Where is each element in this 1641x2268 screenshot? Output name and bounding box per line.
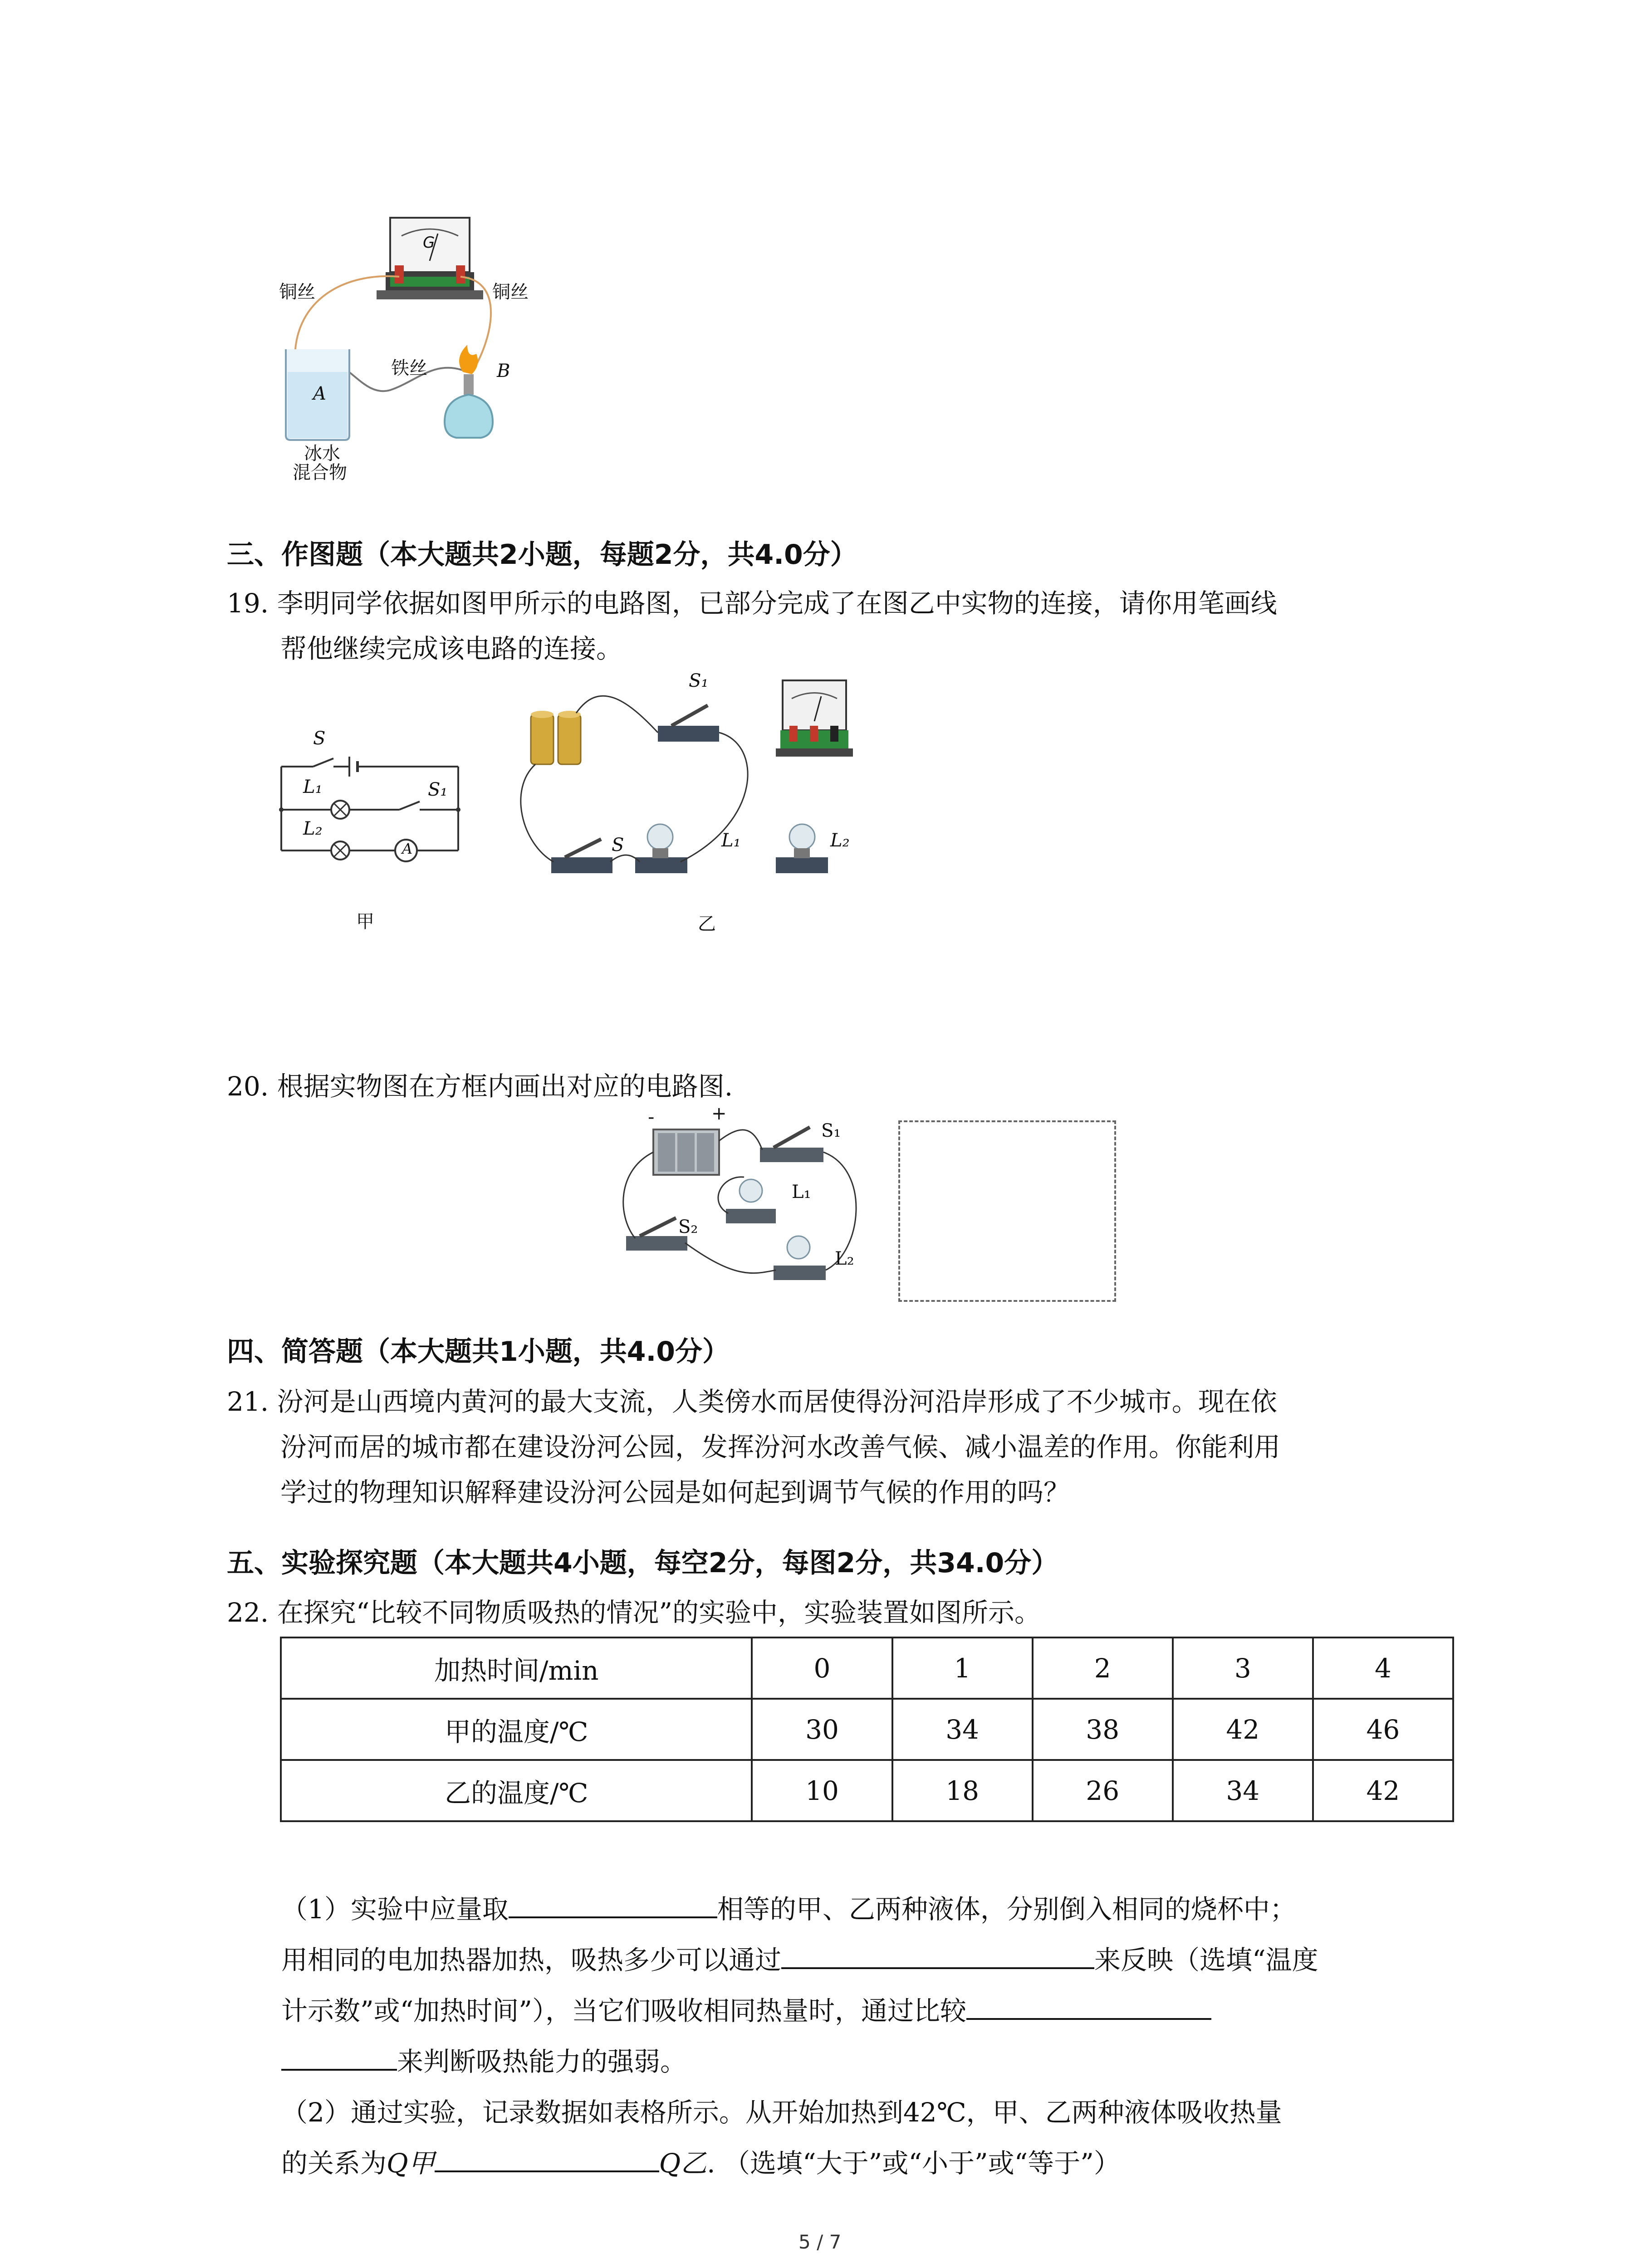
- ice-water-label-line1: 冰水: [304, 443, 340, 464]
- q20-lamp-l1-label: L₁: [792, 1182, 811, 1202]
- galvanometer-letter: G: [423, 234, 435, 252]
- question-22-intro: [227, 1590, 1041, 1635]
- diagram-jia-switch-s1: S₁: [428, 779, 448, 800]
- part1-text-b: 相等的甲、乙两种液体，分别倒入相同的烧杯中；: [717, 1894, 1296, 1925]
- iron-wire-label: 铁丝: [391, 358, 427, 379]
- q20-switch-s2-label: S₂: [678, 1217, 698, 1237]
- figure-yi-switch-s1: S₁: [689, 670, 709, 691]
- part1-text-d: 来反映（选填“温度: [1094, 1945, 1318, 1975]
- question-21-line1: 汾河是山西境内黄河的最大支流，人类傍水而居使得汾河沿岸形成了不少城市。现在依: [277, 1386, 1277, 1417]
- physical-circuit-yi: [508, 671, 880, 894]
- table-row: [281, 1760, 1453, 1821]
- question-19: [227, 581, 1277, 671]
- q20-switch-s1-label: S₁: [821, 1120, 841, 1141]
- question-19-line2: 帮他继续完成该电路的连接。: [280, 633, 623, 664]
- thermocouple-figure: [254, 209, 572, 490]
- table-cell: 18: [892, 1760, 1033, 1821]
- table-row: [281, 1699, 1453, 1760]
- q20-minus-label: -: [648, 1107, 655, 1128]
- diagram-jia-lamp-l2: L₂: [303, 818, 323, 839]
- switch-s1-icon: [760, 1127, 823, 1162]
- table-cell: 30: [752, 1699, 892, 1760]
- blank-2[interactable]: [781, 1937, 1094, 1969]
- table-cell: 2: [1033, 1637, 1173, 1699]
- diagram-jia-ammeter: A: [402, 840, 413, 857]
- ammeter-icon: [776, 680, 853, 757]
- question-21-line3: 学过的物理知识解释建设汾河公园是如何起到调节气候的作用的吗？: [280, 1477, 1070, 1508]
- question-20-number: 20.: [227, 1071, 269, 1102]
- diagram-jia-switch-s: S: [313, 728, 326, 749]
- question-20: [227, 1064, 733, 1109]
- part2-text-a: （2）通过实验，记录数据如表格所示。从开始加热到42℃，甲、乙两种液体吸收热量: [281, 2097, 1282, 2128]
- section-3-heading: 三、作图题（本大题共2小题，每题2分，共4.0分）: [227, 539, 857, 571]
- table-row-label: 乙的温度/℃: [281, 1760, 752, 1821]
- table-cell: 0: [752, 1637, 892, 1699]
- battery-pack-icon: [653, 1129, 719, 1175]
- table-cell: 26: [1033, 1760, 1173, 1821]
- q20-lamp-l2-label: L₂: [835, 1248, 854, 1269]
- ice-water-label-line2: 混合物: [293, 462, 347, 483]
- switch-s-icon: [551, 839, 612, 873]
- figure-yi-caption: 乙: [698, 914, 716, 934]
- table-header-label: 加热时间/min: [281, 1637, 752, 1699]
- alcohol-lamp-icon: [445, 345, 493, 438]
- figure-yi-lamp-l1: L₁: [721, 830, 741, 851]
- question-19-number: 19.: [227, 588, 269, 619]
- table-cell: 46: [1313, 1699, 1453, 1760]
- question-21: [227, 1379, 1280, 1515]
- page-number: 5 / 7: [798, 2231, 842, 2253]
- table-cell: 3: [1173, 1637, 1313, 1699]
- galvanometer-icon: [377, 218, 483, 299]
- part1-text-c: 用相同的电加热器加热，吸热多少可以通过: [281, 1945, 782, 1975]
- question-21-number: 21.: [227, 1386, 269, 1417]
- lamp-l2-icon: [776, 824, 828, 873]
- switch-s1-icon: [658, 705, 719, 742]
- lamp-l2-icon: [774, 1236, 826, 1280]
- blank-1[interactable]: [509, 1887, 717, 1918]
- figure-yi-switch-s: S: [612, 835, 624, 855]
- table-cell: 1: [892, 1637, 1033, 1699]
- part1-text-e: 计示数”或“加热时间”），当它们吸收相同热量时，通过比较: [281, 1995, 966, 2026]
- question-22-number: 22.: [227, 1597, 269, 1628]
- table-cell: 4: [1313, 1637, 1453, 1699]
- lamp-l1-icon: [635, 824, 687, 873]
- part1-text-a: （1）实验中应量取: [281, 1894, 509, 1925]
- junction-b-label: B: [497, 361, 510, 381]
- temperature-table: [280, 1637, 1454, 1822]
- copper-wire-left-label: 铜丝: [279, 282, 315, 303]
- table-header-row: [281, 1637, 1453, 1699]
- q20-plus-label: +: [711, 1103, 727, 1124]
- copper-wire-right-label: 铜丝: [492, 282, 529, 303]
- blank-3-continued[interactable]: [281, 2039, 397, 2071]
- diagram-jia-lamp-l1: L₁: [303, 777, 323, 797]
- table-cell: 34: [892, 1699, 1033, 1760]
- table-cell: 38: [1033, 1699, 1173, 1760]
- part2-text-c: . （选填“大于”或“小于”或“等于”）: [707, 2148, 1120, 2179]
- blank-3[interactable]: [966, 1988, 1211, 2020]
- junction-a-label: A: [313, 383, 326, 404]
- section-4-heading: 四、简答题（本大题共1小题，共4.0分）: [227, 1336, 730, 1368]
- table-cell: 34: [1173, 1760, 1313, 1821]
- question-20-text: 根据实物图在方框内画出对应的电路图.: [277, 1071, 733, 1102]
- battery-icon: [531, 711, 581, 764]
- q-yi-symbol: Q乙: [659, 2148, 707, 2179]
- question-19-line1: 李明同学依据如图甲所示的电路图，已部分完成了在图乙中实物的连接，请你用笔画线: [277, 588, 1277, 619]
- lamp-l1-icon: [726, 1179, 776, 1223]
- q-jia-symbol: Q甲: [387, 2148, 435, 2179]
- figure-jia-caption: 甲: [356, 911, 374, 932]
- question-22-intro-text: 在探究“比较不同物质吸热的情况”的实验中，实验装置如图所示。: [277, 1597, 1041, 1628]
- question-21-line2: 汾河而居的城市都在建设汾河公园，发挥汾河水改善气候、减小温差的作用。你能利用: [280, 1432, 1281, 1462]
- question-22-parts: [281, 1884, 1318, 2189]
- table-cell: 42: [1173, 1699, 1313, 1760]
- figure-yi-lamp-l2: L₂: [830, 830, 850, 851]
- blank-4[interactable]: [435, 2141, 659, 2172]
- part1-text-f: 来判断吸热能力的强弱。: [397, 2046, 687, 2077]
- table-row-label: 甲的温度/℃: [281, 1699, 752, 1760]
- table-cell: 10: [752, 1760, 892, 1821]
- table-cell: 42: [1313, 1760, 1453, 1821]
- section-5-heading: 五、实验探究题（本大题共4小题，每空2分，每图2分，共34.0分）: [227, 1547, 1059, 1579]
- part2-text-b: 的关系为: [281, 2148, 387, 2179]
- answer-box-dashed[interactable]: [898, 1120, 1116, 1302]
